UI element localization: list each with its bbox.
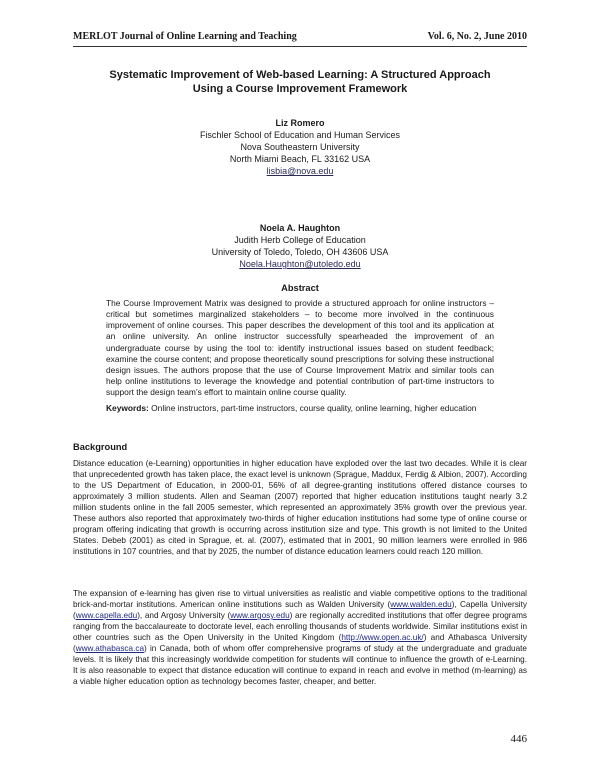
paragraph: Distance education (e-Learning) opportunities in higher education have exploded over the last two decades. While it is clear that unprecedented growth has taken place, the exact level is unknown (Sprague, Maddux, Ferdig & Albion, 2007). According to the US Department of Education, in 2000-01, 56% of all degree-granting institutions offered distance courses to approximately 3 million students. Allen and Seaman (2007) reported that higher education institutions taught nearly 3.2 million students online in the fall 2005 semester, which represented an approximately 35% growth over the previous year. These authors also reported that approximately two-thirds of higher education institutions had some type of online course or program offering indicating that growth is occurring across institution size and type. This growth is not limited to the United States. Debeb (2001) as cited in Sprague, et. al. (2007), estimated that in 2001, 90 million learners were enrolled in 986 institutions in 107 countries, and that by 2025, the number of distance education learners could reach 120 million. [73,459,527,557]
issue-info: Vol. 6, No. 2, June 2010 [427,31,527,42]
title-line-2: Using a Course Improvement Framework [192,83,408,95]
header-divider [73,46,527,47]
author-block-2 [73,222,527,270]
author-email-link[interactable]: Noela.Haughton@utoledo.edu [239,259,361,269]
link-walden[interactable]: www.walden.edu [390,600,452,610]
keywords [106,403,494,414]
author-affiliation: University of Toledo, Toledo, OH 43606 USA [211,247,389,257]
journal-name: MERLOT Journal of Online Learning and Teaching [73,31,297,42]
paragraph-text: ) are regionally accredited institutions that offer degree programs ranging from the baccalaureate to doctorate level, each enrolling thousands of students worldwide. Similar institutions exist in other countries such as the Open University in the United Kingdom ( [73,611,527,643]
author-name: Noela A. Haughton [259,223,341,233]
author-block-1 [73,117,527,177]
author-affiliation: Judith Herb College of Education [234,235,366,245]
title-line-1: Systematic Improvement of Web-based Learning: A Structured Approach [109,69,491,81]
author-affiliation: Nova Southeastern University [240,142,360,152]
paper-title [73,68,527,96]
author-email-link[interactable]: lisbia@nova.edu [266,166,334,176]
keywords-text: Online instructors, part-time instructors, course quality, online learning, higher education [151,403,477,413]
author-name: Liz Romero [275,118,325,128]
running-header [73,31,527,45]
link-argosy[interactable]: www.argosy.edu [230,611,290,621]
link-capella[interactable]: www.capella.edu [75,611,138,621]
paragraph [73,588,527,687]
link-open-university[interactable]: http://www.open.ac.uk/ [341,633,424,643]
section-heading-background: Background [73,442,128,452]
paragraph-text: The expansion of e-learning has given rise to virtual universities as realistic and viable competitive options to the traditional brick-and-mortar institutions. American online institutions such as Walden University ( [73,589,527,610]
link-athabasca[interactable]: www.athabasca.ca [75,644,145,654]
abstract-text: The Course Improvement Matrix was designed to provide a structured approach for online instructors – critical but sometimes marginalized stakeholders – to become more involved in the continuous improvement of online courses. This paper describes the development of this tool and its application at an online university. An online instructor successfully spearheaded the improvement of an undergraduate course by using the tool to: identify instructional issues based on student feedback; examine the course content; and propose theoretically sound prescriptions for solving these instructional design issues. The authors propose that the use of Course Improvement Matrix and similar tools can help online institutions to leverage the knowledge and potential contribution of part-time instructors to support the design team’s effort to maintain online course quality. [106,298,494,398]
page-number: 446 [510,733,527,745]
keywords-label: Keywords: [106,403,149,413]
paragraph-text: ), Capella University ( [73,600,527,621]
author-affiliation: Fischler School of Education and Human Services [199,130,401,140]
paragraph-text: ) and Athabasca University ( [73,633,527,654]
paragraph-text: ) in Canada, both of whom offer comprehensive programs of study at the undergraduate and graduate levels. It is likely that this increasingly worldwide competition for students will continue to influence the growth of e-Learning. It is also reasonable to expect that distance education will continue to expand in reach and evolve in method (m-learning) as a viable higher education option as technology becomes faster, cheaper, and better. [73,644,527,687]
abstract-heading: Abstract [281,283,319,293]
author-address: North Miami Beach, FL 33162 USA [229,154,371,164]
paragraph-text: ), and Argosy University ( [137,611,231,621]
